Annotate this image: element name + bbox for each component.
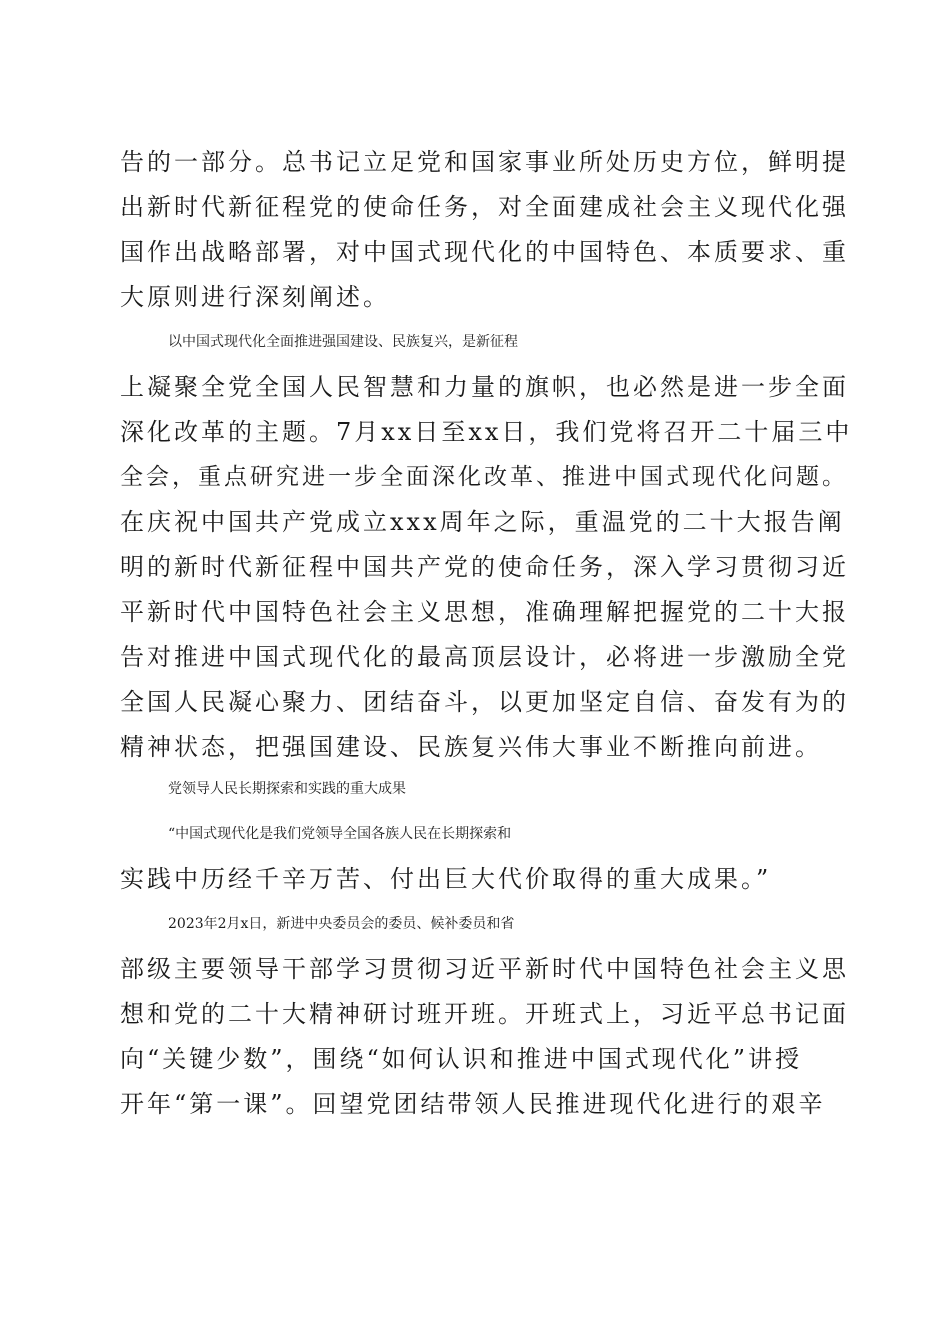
text-line: 明的新时代新征程中国共产党的使命任务，深入学习贯彻习近 (120, 553, 849, 581)
text-line: 精神状态，把强国建设、民族复兴伟大事业不断推向前进。 (120, 733, 822, 761)
text-line: 向“关键少数”，围绕“如何认识和推进中国式现代化”讲授 (120, 1045, 803, 1073)
text-line: 深化改革的主题。7月xx日至xx日，我们党将召开二十届三中 (120, 418, 853, 446)
text-line: 全会，重点研究进一步全面深化改革、推进中国式现代化问题。 (120, 464, 848, 490)
text-line: 想和党的二十大精神研讨班开班。开班式上，习近平总书记面 (120, 1000, 849, 1028)
text-line: 大原则进行深刻阐述。 (120, 283, 390, 311)
section-heading: 党领导人民长期探索和实践的重大成果 (168, 781, 406, 797)
text-line: 在庆祝中国共产党成立xxx周年之际，重温党的二十大报告阐 (120, 508, 845, 536)
text-line: 全国人民凝心聚力、团结奋斗，以更加坚定自信、奋发有为的 (120, 688, 849, 716)
text-line: 告对推进中国式现代化的最高顶层设计，必将进一步激励全党 (120, 643, 849, 671)
text-line: 上凝聚全党全国人民智慧和力量的旗帜，也必然是进一步全面 (120, 373, 849, 401)
text-line: 以中国式现代化全面推进强国建设、民族复兴，是新征程 (168, 334, 518, 350)
quote-line: 实践中历经千辛万苦、付出巨大代价取得的重大成果。” (120, 865, 772, 893)
text-line: 告的一部分。总书记立足党和国家事业所处历史方位，鲜明提 (120, 148, 849, 176)
text-line: 出新时代新征程党的使命任务，对全面建成社会主义现代化强 (120, 193, 849, 221)
text-line: 2023年2月x日，新进中央委员会的委员、候补委员和省 (168, 916, 515, 932)
text-line: 开年“第一课”。回望党团结带领人民推进现代化进行的艰辛 (120, 1090, 826, 1118)
quote-line: “中国式现代化是我们党领导全国各族人民在长期探索和 (168, 826, 512, 842)
text-line: 平新时代中国特色社会主义思想，准确理解把握党的二十大报 (120, 598, 849, 626)
text-line: 部级主要领导干部学习贯彻习近平新时代中国特色社会主义思 (120, 955, 849, 983)
text-line: 国作出战略部署，对中国式现代化的中国特色、本质要求、重 (120, 238, 849, 266)
